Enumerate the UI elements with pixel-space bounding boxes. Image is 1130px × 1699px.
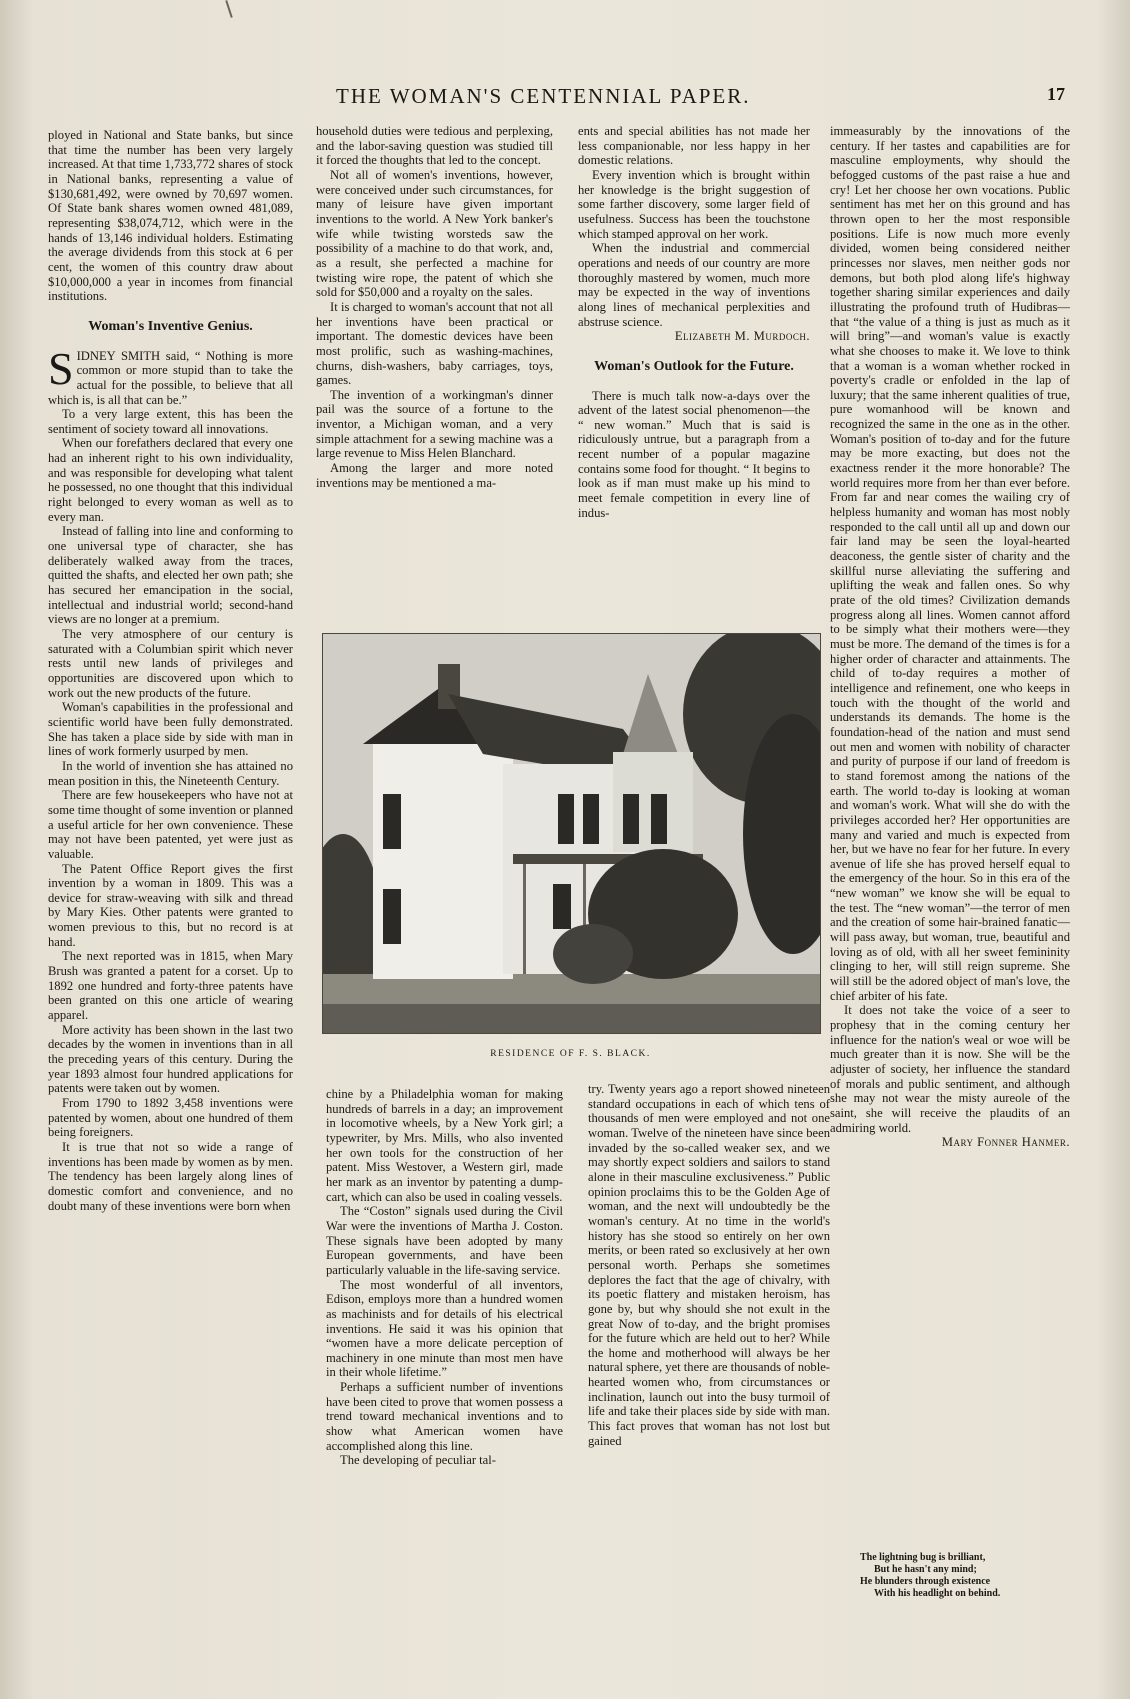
article-heading-inventive-genius: Woman's Inventive Genius. — [88, 318, 253, 334]
paragraph: The Patent Office Report gives the first invention by a woman in 1809. This was a device for straw-weaving with silk and thread by Mary Kies. Other patents were granted to women previous to this, but no record is at hand. — [48, 861, 293, 949]
column-3-top — [578, 124, 810, 520]
drop-cap: S — [48, 342, 74, 394]
paragraph: household duties were tedious and perplexing, and the labor-saving question was studied till it forced the thoughts that led to the concept. — [316, 124, 553, 168]
paragraph: SIDNEY SMITH said, “ Nothing is more common or more stupid than to take the actual for the possible, to believe that all which is, is all that can be.” — [48, 342, 293, 407]
paragraph: When our forefathers declared that every one had an inherent right to his own individuality, and was responsible for developing what talent he possessed, no one thought that this individual right belonged to every woman as well as to every man. — [48, 436, 293, 524]
filler-verse — [860, 1552, 1080, 1600]
paragraph: The “Coston” signals used during the Civil War were the inventions of Martha J. Coston. These signals have been adopted by many European governments, and have been particularly valuable in the life-saving service. — [326, 1204, 563, 1277]
paragraph: ployed in National and State banks, but since that time the number has been very largely increased. At that time 1,733,772 shares of stock in National banks, representing a value of $130,681,492, were owned by 70,697 women. Of State bank shares women owned 481,089, representing $38,074,712, which were in the hands of 13,146 individual holders. Estimating the average dividends from this stock at 6 per cent, the women of this country draw about $10,000,000 a year in incomes from financial institutions. — [48, 128, 293, 304]
page-header — [0, 84, 1130, 114]
house-photograph — [322, 633, 821, 1034]
column-3-bottom — [588, 1082, 830, 1448]
paragraph: The next reported was in 1815, when Mary Brush was granted a patent for a corset. Up to 1892 one hundred and forty-three patents have been granted on this one article of wearing apparel. — [48, 949, 293, 1023]
column-1 — [48, 128, 293, 1213]
paragraph: There is much talk now-a-days over the advent of the latest social phenomenon—the “ new woman.” Much that is said is ridiculously untrue, but a paragraph from a recent number of a popular magazine contains some food for thought. “ It begins to look as if man must make up his mind to meet female competition in every line of indus- — [578, 388, 810, 520]
paragraph: The most wonderful of all inventors, Edison, employs more than a hundred women as machinists and for details of his electrical inventions. He said it was his opinion that “women have a more delicate perception of machinery in one minute than most men have in their whole lifetime.” — [326, 1277, 563, 1380]
author-signature: Elizabeth M. Murdoch. — [674, 329, 810, 344]
column-2-top — [316, 124, 553, 490]
paragraph: When the industrial and commercial operations and needs of our country are more thoroughly mastered by women, much more may be expected in the way of inventions along lines of mechanical perplexities and abstruse science. — [578, 241, 810, 329]
paragraph: It is charged to woman's account that not all her inventions have been practical or important. The domestic devices have been most prolific, such as washing-machines, churns, dish-washers, baby carriages, toys, games. — [316, 299, 553, 388]
photo-caption: RESIDENCE OF F. S. BLACK. — [490, 1049, 651, 1059]
paragraph: Instead of falling into line and conforming to one universal type of character, she has deliberately walked away from the traces, quitted the shafts, and elected her own path; she has secured her emancipation in the social, intellectual and industrial world; second-hand views are no longer at a premium. — [48, 524, 293, 627]
page-number: 17 — [1047, 84, 1065, 104]
paragraph: chine by a Philadelphia woman for making hundreds of barrels in a day; an improvement in locomotive wheels, by a New York girl; a typewriter, by Mrs. Mills, who also invented her own tools for the construction of her patent. Miss Westover, a Western girl, made her mark as an inventor by patenting a dump-cart, which can also be used in coaling vessels. — [326, 1087, 563, 1204]
paragraph: Every invention which is brought within her knowledge is the bright suggestion of some farther discovery, some larger field of usefulness. Success has been the touchstone which stamped approval on her work. — [578, 167, 810, 241]
verse-line: The lightning bug is brilliant, — [860, 1552, 986, 1563]
masthead-title: THE WOMAN'S CENTENNIAL PAPER. — [336, 84, 751, 108]
paragraph: To a very large extent, this has been the sentiment of society toward all innovations. — [48, 407, 293, 436]
verse-line: With his headlight on behind. — [874, 1588, 1001, 1599]
paragraph: In the world of invention she has attained no mean position in this, the Nineteenth Century. — [48, 758, 293, 788]
paragraph: Not all of women's inventions, however, were conceived under such circumstances, for many of leisure have given important inventions to the world. A New York banker's wife while twisting worsteds saw the possibility of a machine to do that work, and, as a result, she perfected a machine for twisting wire rope, the patent of which she sold for $50,000 and a royalty on the sales. — [316, 167, 553, 300]
house-illustration — [323, 634, 820, 1033]
paragraph: ents and special abilities has not made her less companionable, nor less happy in her domestic relations. — [578, 124, 810, 168]
paragraph: The developing of peculiar tal- — [340, 1453, 496, 1468]
paragraph: More activity has been shown in the last two decades by the women in inventions than in all the preceding years of this century. During the year 1893 almost four hundred applications for patents were taken out by women. — [48, 1022, 293, 1096]
paragraph: From 1790 to 1892 3,458 inventions were patented by women, about one hundred of them being foreigners. — [48, 1096, 293, 1140]
paragraph: Woman's capabilities in the professional and scientific world have been fully demonstrated. She has taken a place side by side with man in lines of work formerly usurped by men. — [48, 700, 293, 759]
author-signature: Mary Fonner Hanmer. — [941, 1135, 1070, 1150]
page-fold-mark — [225, 0, 232, 18]
column-2-bottom — [326, 1087, 563, 1468]
paragraph: try. Twenty years ago a report showed nineteen standard occupations in each of which tens of thousands of men were employed and not one woman. Twelve of the nineteen have since been invaded by the so-called weaker sex, and we may shortly expect soldiers and sailors to stand alone in their masculine exclusiveness.” Public opinion proclaims this to be the Golden Age of woman, and the next will undoubtedly be the woman's century. At no time in the world's history has she stood so entirely on her own merits, or been rated so exclusively at her own personal worth. Perhaps she sometimes deplores the fact that the age of chivalry, with its poetic flattery and mistaken heroism, has gone by, but why should she not exult in the great Now of to-day, and the bright promises for the future which are held out to her? While the home and motherhood will always be her natural sphere, yet there are thousands of noble-hearted women who, from circumstances or inclination, launch out into the busy turmoil of life and take their places side by side with man. This fact proves that woman has not lost but gained — [588, 1082, 830, 1448]
verse-line: But he hasn't any mind; — [874, 1564, 977, 1575]
paragraph: Among the larger and more noted inventions may be mentioned a ma- — [316, 461, 553, 490]
verse-line: He blunders through existence — [860, 1576, 991, 1587]
column-4 — [830, 124, 1070, 1150]
paragraph: It does not take the voice of a seer to prophesy that in the coming century her influence for the nation's weal or woe will be much greater than it is now. She will be the adjuster of society, her influence the standard of morals and public sentiment, and although she may not wear the misty aureole of the saint, she will receive the plaudits of an admiring world. — [830, 1003, 1070, 1135]
paragraph: It is true that not so wide a range of inventions has been made by women as by men. The tendency has been largely along lines of domestic comfort and convenience, and no doubt many of these inventions were born when — [48, 1139, 293, 1213]
paragraph: Perhaps a sufficient number of inventions have been cited to prove that women possess a trend toward mechanical inventions and to show what American women have accomplished along this line. — [326, 1380, 563, 1453]
paragraph: There are few housekeepers who have not at some time thought of some invention or planned a useful article for her own convenience. These may not have been patented, yet were just as valuable. — [48, 788, 293, 861]
article-heading-outlook: Woman's Outlook for the Future. — [594, 358, 794, 374]
paragraph: The very atmosphere of our century is saturated with a Columbian spirit which never rests until new lands of privileges and opportunities are discovered upon which to work out the new products of the future. — [48, 627, 293, 700]
paragraph: immeasurably by the innovations of the century. If her tastes and capabilities are for masculine employments, why should the befogged customs of the past raise a hue and cry! Let her choose her own vocations. Public sentiment has met her on this ground and has thrown open to her the most responsible positions. Life is now much more evenly divided, women being considered neither princesses nor slaves, men neither gods nor demons, but both plod along life's highway together sharing similar experiences and daily illustrating the profound truth of Hudibras—that “the value of a thing is just as much as it will bring”—and woman's value is exactly what she chooses to make it. We love to think that a woman is a woman whether rocked in poverty's cradle or enfolded in the lap of luxury; that the same inherent qualities of true, pure womanhood will be known and recognized the same in the one as in the other. Woman's position of to-day and for the future may be more exacting, but does not the exactness render it the more honorable? The world requires more from her than ever before. From far and near comes the wailing cry of helpless humanity and woman has most nobly responded to the call until all up and down our fair land may be seen the loyal-hearted deaconess, the gentle sister of charity and the skillful nurse alleviating the suffering and uplifting the weak and fallen ones. So why prate of the old times? Civilization demands progress along all lines. Women cannot afford to be simply what their mothers were—they must be more. The demand of the times is for a higher order of character and attainments. The child of to-day requires a mother of intelligence and refinement, one who keeps in touch with the thought of the world and understands its demands. The home is the foundation-head of the nation and must send out men and women with nobility of character and purity of purpose if our land of freedom is to stand foremost among the nations of the earth. The world to-day is looking at woman and woman's work. What will she do with the privileges accorded her? Her opportunities are many and varied and much is expected from her, but we have no fear for her future. In every avenue of life she has proved herself equal to the emergency of the hour. So in this era of the “new woman” we know she will be equal to the test. The “new woman”—the terror of men and the creation of some hair-brained fanatic—will pass away, but woman, true, beautiful and loving as of old, with all her sweet femininity clinging to her, will still reign supreme. She will still be the adored object of man's love, the chief arbiter of his fate. — [830, 124, 1070, 1003]
paragraph: The invention of a workingman's dinner pail was the source of a fortune to the inventor, a Michigan woman, and a very simple attachment for a sewing machine was a large revenue to Miss Helen Blanchard. — [316, 387, 553, 461]
